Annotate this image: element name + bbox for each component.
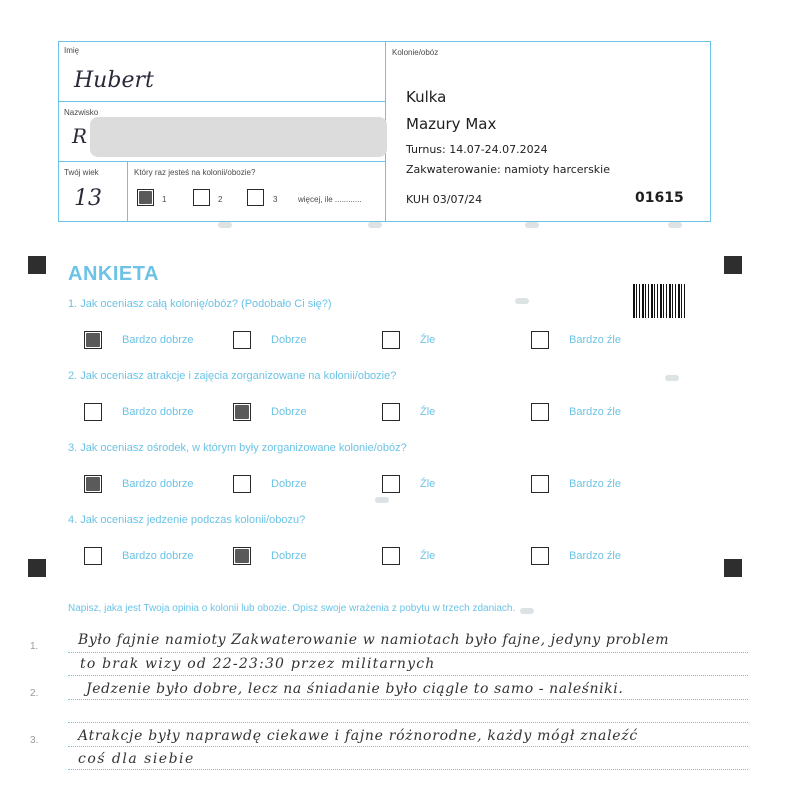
line-number-1: 1. [30,641,39,652]
divider-row2 [58,161,385,162]
line-number-2: 2. [30,688,39,699]
question-4-checkbox-4[interactable] [531,547,549,565]
divider-age [127,161,128,222]
question-1-checkbox-2[interactable] [233,331,251,349]
imie-value: Hubert [74,68,154,93]
smudge [665,375,679,381]
answer-text-line-2: to brak wizy od 22-23:30 przez militarnych [80,656,436,672]
redaction-bar [90,117,387,157]
answer-line [68,699,748,700]
answer-text-line-4: Atrakcje były naprawdę ciekawe i fajne różnorodne, każdy mógł znaleźć [78,728,638,744]
answer-line [68,675,748,676]
ktory-raz-option-2: 2 [218,195,223,204]
turnus: Turnus: 14.07-24.07.2024 [406,143,548,156]
question-1-checkbox-3[interactable] [382,331,400,349]
ktory-raz-option-3: 3 [273,195,278,204]
imie-label: Imię [64,46,80,55]
alignment-marker [28,559,46,577]
alignment-marker [28,256,46,274]
question-4-option-label-1: Bardzo dobrze [122,550,194,562]
question-4-checkbox-2[interactable] [233,547,251,565]
answer-line [68,769,748,770]
question-1-option-label-3: Źle [420,334,436,346]
nazwisko-label: Nazwisko [64,108,99,117]
wiek-label: Twój wiek [64,168,99,177]
camp-name: Kulka [406,88,447,106]
question-3-checkbox-1[interactable] [84,475,102,493]
question-3-text: 3. Jak oceniasz ośrodek, w którym były zorganizowane kolonie/obóz? [68,442,407,454]
answer-text-line-3: Jedzenie było dobre, lecz na śniadanie było ciągle to samo - naleśniki. [86,681,624,697]
opinion-prompt: Napisz, jaka jest Twoja opinia o kolonii lub obozie. Opisz swoje wrażenia z pobytu w trzech zdaniach. [68,603,516,614]
ktory-raz-checkbox-1[interactable] [137,189,154,206]
question-1-option-label-1: Bardzo dobrze [122,334,194,346]
ktory-raz-checkbox-2[interactable] [193,189,210,206]
question-1-checkbox-1[interactable] [84,331,102,349]
ktory-raz-label: Który raz jesteś na kolonii/obozie? [134,168,256,177]
question-4-text: 4. Jak oceniasz jedzenie podczas kolonii/obozu? [68,514,306,526]
question-3-option-label-1: Bardzo dobrze [122,478,194,490]
question-2-option-label-4: Bardzo źle [569,406,621,418]
question-3-checkbox-2[interactable] [233,475,251,493]
smudge [668,222,682,228]
smudge [515,298,529,304]
line-number-3: 3. [30,735,39,746]
wiek-value: 13 [74,186,102,211]
question-2-checkbox-2[interactable] [233,403,251,421]
smudge [368,222,382,228]
question-4-option-label-2: Dobrze [271,550,307,562]
smudge [375,497,389,503]
question-1-option-label-2: Dobrze [271,334,307,346]
question-3-checkbox-4[interactable] [531,475,549,493]
kolonie-label: Kolonie/obóz [392,48,439,57]
divider-row1 [58,101,385,102]
question-2-text: 2. Jak oceniasz atrakcje i zajęcia zorganizowane na kolonii/obozie? [68,370,397,382]
answer-line [68,746,748,747]
question-4-checkbox-3[interactable] [382,547,400,565]
answer-line [68,652,748,653]
question-4-option-label-3: Źle [420,550,436,562]
question-1-option-label-4: Bardzo źle [569,334,621,346]
answer-text-line-1: Było fajnie namioty Zakwaterowanie w namiotach było fajne, jedyny problem [78,632,670,648]
ktory-raz-option-more: więcej, ile ............ [298,195,362,204]
ktory-raz-option-1: 1 [162,195,167,204]
question-3-option-label-4: Bardzo źle [569,478,621,490]
question-1-checkbox-4[interactable] [531,331,549,349]
barcode [633,284,687,318]
answer-line [68,722,748,723]
question-2-checkbox-1[interactable] [84,403,102,421]
camp-code: KUH 03/07/24 [406,193,483,206]
smudge [520,608,534,614]
survey-title: ANKIETA [68,263,159,285]
alignment-marker [724,256,742,274]
question-4-option-label-4: Bardzo źle [569,550,621,562]
alignment-marker [724,559,742,577]
smudge [525,222,539,228]
answer-text-line-5: coś dla siebie [78,751,195,767]
nazwisko-value: R [72,124,88,148]
smudge [218,222,232,228]
question-1-text: 1. Jak oceniasz całą kolonię/obóz? (Podobało Ci się?) [68,298,332,310]
question-4-checkbox-1[interactable] [84,547,102,565]
question-2-option-label-1: Bardzo dobrze [122,406,194,418]
question-2-checkbox-3[interactable] [382,403,400,421]
form-number: 01615 [635,190,684,206]
question-3-checkbox-3[interactable] [382,475,400,493]
zakwaterowanie: Zakwaterowanie: namioty harcerskie [406,163,610,176]
ktory-raz-checkbox-3[interactable] [247,189,264,206]
question-2-option-label-3: Źle [420,406,436,418]
question-2-checkbox-4[interactable] [531,403,549,421]
question-3-option-label-3: Źle [420,478,436,490]
question-3-option-label-2: Dobrze [271,478,307,490]
camp-subname: Mazury Max [406,115,497,133]
question-2-option-label-2: Dobrze [271,406,307,418]
